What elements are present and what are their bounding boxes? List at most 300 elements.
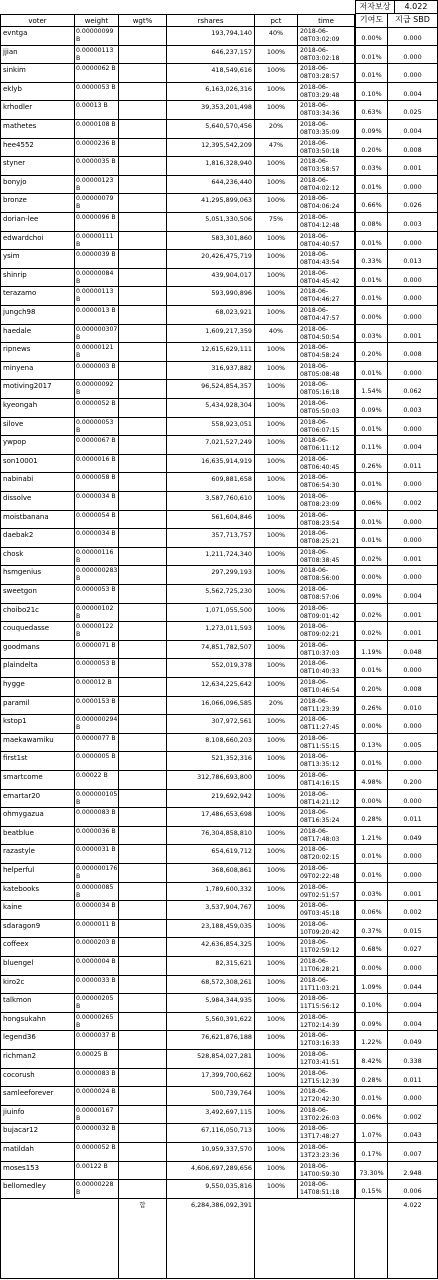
contribution-cell: 0.00% bbox=[355, 566, 388, 585]
pct-cell: 100% bbox=[255, 529, 298, 548]
rshares-cell: 1,211,724,340 bbox=[167, 548, 255, 567]
contribution-cell: 0.02% bbox=[355, 622, 388, 641]
time-cell: 2018-06-08T04:12:48 bbox=[298, 213, 355, 232]
contribution-cell: 0.28% bbox=[355, 1069, 388, 1088]
weight-cell: 0.0000108 B bbox=[75, 120, 119, 139]
voter-cell: jjian bbox=[0, 46, 75, 65]
rshares-cell: 74,851,782,507 bbox=[167, 641, 255, 660]
voter-cell: sdaragon9 bbox=[0, 920, 75, 939]
rshares-cell: 1,071,055,500 bbox=[167, 604, 255, 623]
weight-cell: 0.00000102 B bbox=[75, 604, 119, 623]
contribution-cell: 0.01% bbox=[355, 1087, 388, 1106]
sbd-cell: 0.000 bbox=[388, 566, 438, 585]
paid-sbd-header: 지급 SBD bbox=[388, 14, 438, 28]
weight-cell: 0.0000067 B bbox=[75, 436, 119, 455]
rshares-cell: 76,621,876,188 bbox=[167, 1031, 255, 1050]
pct-cell: 100% bbox=[255, 83, 298, 102]
rshares-cell: 20,426,475,719 bbox=[167, 250, 255, 269]
pct-cell: 100% bbox=[255, 176, 298, 195]
contribution-cell: 0.10% bbox=[355, 994, 388, 1013]
weight-cell: 0.0000032 B bbox=[75, 1124, 119, 1143]
contribution-cell: 0.28% bbox=[355, 808, 388, 827]
pct-cell: 100% bbox=[255, 343, 298, 362]
contribution-cell: 0.06% bbox=[355, 901, 388, 920]
voter-cell: helperful bbox=[0, 864, 75, 883]
voter-cell: motiving2017 bbox=[0, 380, 75, 399]
time-cell: 2018-06-09T03:45:18 bbox=[298, 901, 355, 920]
rshares-cell: 644,236,440 bbox=[167, 176, 255, 195]
time-cell: 2018-06-12T02:14:39 bbox=[298, 1013, 355, 1032]
pct-cell: 100% bbox=[255, 157, 298, 176]
sbd-cell: 0.000 bbox=[388, 27, 438, 46]
weight-cell: 0.00025 B bbox=[75, 1050, 119, 1069]
sbd-cell: 0.010 bbox=[388, 697, 438, 716]
pct-cell: 100% bbox=[255, 864, 298, 883]
rshares-cell: 12,395,542,209 bbox=[167, 139, 255, 158]
time-cell: 2018-06-08T03:34:36 bbox=[298, 101, 355, 120]
weight-cell: 0.0000071 B bbox=[75, 641, 119, 660]
rshares-cell: 5,051,330,506 bbox=[167, 213, 255, 232]
rshares-cell: 7,021,527,249 bbox=[167, 436, 255, 455]
sbd-cell: 0.007 bbox=[388, 1143, 438, 1162]
time-cell: 2018-06-08T17:48:03 bbox=[298, 827, 355, 846]
wgt-cell bbox=[119, 343, 167, 362]
wgt-cell bbox=[119, 287, 167, 306]
sbd-cell: 0.004 bbox=[388, 994, 438, 1013]
contribution-cell: 0.01% bbox=[355, 269, 388, 288]
wgt-cell bbox=[119, 380, 167, 399]
wgt-cell bbox=[119, 1031, 167, 1050]
wgt-cell bbox=[119, 864, 167, 883]
rshares-cell: 41,295,899,063 bbox=[167, 194, 255, 213]
sbd-cell: 0.002 bbox=[388, 901, 438, 920]
sbd-cell: 0.000 bbox=[388, 529, 438, 548]
sbd-cell: 0.008 bbox=[388, 678, 438, 697]
wgt-cell bbox=[119, 845, 167, 864]
wgt-cell bbox=[119, 157, 167, 176]
sbd-cell: 0.062 bbox=[388, 380, 438, 399]
voter-cell: cocorush bbox=[0, 1069, 75, 1088]
time-cell: 2018-06-08T04:46:27 bbox=[298, 287, 355, 306]
weight-cell: 0.0000062 B bbox=[75, 64, 119, 83]
contribution-cell: 0.00% bbox=[355, 306, 388, 325]
pct-cell: 100% bbox=[255, 511, 298, 530]
voter-cell: chosk bbox=[0, 548, 75, 567]
contribution-cell: 0.37% bbox=[355, 920, 388, 939]
wgt-cell bbox=[119, 1162, 167, 1181]
time-cell: 2018-06-14T08:51:18 bbox=[298, 1180, 355, 1199]
contribution-cell: 0.01% bbox=[355, 659, 388, 678]
time-cell: 2018-06-08T09:01:42 bbox=[298, 604, 355, 623]
weight-cell: 0.00013 B bbox=[75, 101, 119, 120]
sbd-cell: 0.200 bbox=[388, 771, 438, 790]
pct-cell: 100% bbox=[255, 306, 298, 325]
voter-cell: hygge bbox=[0, 678, 75, 697]
contribution-cell: 0.20% bbox=[355, 343, 388, 362]
weight-cell: 0.00122 B bbox=[75, 1162, 119, 1181]
weight-cell: 0.00000265 B bbox=[75, 1013, 119, 1032]
contribution-cell: 0.01% bbox=[355, 473, 388, 492]
voter-cell: smartcome bbox=[0, 771, 75, 790]
contribution-cell: 8.42% bbox=[355, 1050, 388, 1069]
pct-cell: 100% bbox=[255, 250, 298, 269]
pct-cell: 100% bbox=[255, 976, 298, 995]
sbd-cell: 0.004 bbox=[388, 585, 438, 604]
wgt-cell bbox=[119, 548, 167, 567]
time-cell: 2018-06-08T04:45:42 bbox=[298, 269, 355, 288]
wgt-cell bbox=[119, 101, 167, 120]
weight-cell: 0.0000005 B bbox=[75, 752, 119, 771]
rshares-cell: 4,606,697,289,656 bbox=[167, 1162, 255, 1181]
wgt-cell bbox=[119, 659, 167, 678]
rshares-cell: 1,789,600,332 bbox=[167, 883, 255, 902]
voter-cell: mathetes bbox=[0, 120, 75, 139]
time-cell: 2018-06-12T20:42:30 bbox=[298, 1087, 355, 1106]
contribution-cell: 0.00% bbox=[355, 27, 388, 46]
time-cell: 2018-06-14T00:59:30 bbox=[298, 1162, 355, 1181]
wgt-cell bbox=[119, 511, 167, 530]
voter-cell: goodmans bbox=[0, 641, 75, 660]
time-cell: 2018-06-08T05:16:18 bbox=[298, 380, 355, 399]
pct-cell: 100% bbox=[255, 473, 298, 492]
voter-cell: choibo21c bbox=[0, 604, 75, 623]
contribution-cell: 1.21% bbox=[355, 827, 388, 846]
wgt-cell bbox=[119, 827, 167, 846]
weight-cell: 0.000000307 B bbox=[75, 325, 119, 344]
rshares-cell: 10,959,337,570 bbox=[167, 1143, 255, 1162]
sbd-cell: 0.000 bbox=[388, 790, 438, 809]
voter-cell: evntga bbox=[0, 27, 75, 46]
contribution-cell: 0.68% bbox=[355, 938, 388, 957]
total-label: 합 bbox=[119, 1199, 167, 1279]
sbd-cell: 0.000 bbox=[388, 659, 438, 678]
voter-cell: first1st bbox=[0, 752, 75, 771]
wgt-cell bbox=[119, 1124, 167, 1143]
wgt-cell bbox=[119, 455, 167, 474]
rshares-cell: 12,634,225,642 bbox=[167, 678, 255, 697]
rshares-cell: 39,353,201,498 bbox=[167, 101, 255, 120]
sbd-cell: 0.000 bbox=[388, 845, 438, 864]
weight-cell: 0.00000228 B bbox=[75, 1180, 119, 1199]
wgt-cell bbox=[119, 83, 167, 102]
pct-cell: 100% bbox=[255, 380, 298, 399]
weight-cell: 0.000000176 B bbox=[75, 864, 119, 883]
weight-cell: 0.0000153 B bbox=[75, 697, 119, 716]
pct-cell: 100% bbox=[255, 678, 298, 697]
contribution-cell: 0.11% bbox=[355, 436, 388, 455]
pct-cell: 100% bbox=[255, 994, 298, 1013]
rshares-cell: 16,066,096,585 bbox=[167, 697, 255, 716]
voter-cell: kyeongah bbox=[0, 399, 75, 418]
weight-cell: 0.00000123 B bbox=[75, 176, 119, 195]
weight-cell: 0.0000058 B bbox=[75, 473, 119, 492]
pct-cell: 40% bbox=[255, 27, 298, 46]
weight-cell: 0.0000036 B bbox=[75, 827, 119, 846]
contribution-cell: 0.09% bbox=[355, 585, 388, 604]
weight-cell: 0.0000031 B bbox=[75, 845, 119, 864]
voter-cell: emartar20 bbox=[0, 790, 75, 809]
contribution-cell: 0.01% bbox=[355, 176, 388, 195]
wgt-cell bbox=[119, 1106, 167, 1125]
pct-cell: 100% bbox=[255, 604, 298, 623]
pct-cell: 100% bbox=[255, 269, 298, 288]
pct-cell: 100% bbox=[255, 418, 298, 437]
rshares-cell: 9,550,035,816 bbox=[167, 1180, 255, 1199]
sbd-cell: 0.000 bbox=[388, 269, 438, 288]
voter-cell: maekawamiku bbox=[0, 734, 75, 753]
weight-cell: 0.00000092 B bbox=[75, 380, 119, 399]
contribution-cell: 0.01% bbox=[355, 752, 388, 771]
pct-cell: 100% bbox=[255, 1013, 298, 1032]
weight-cell: 0.00000084 B bbox=[75, 269, 119, 288]
weight-cell: 0.0000053 B bbox=[75, 585, 119, 604]
weight-cell: 0.0000003 B bbox=[75, 362, 119, 381]
total-sbd: 4.022 bbox=[388, 1199, 438, 1279]
rshares-cell: 82,315,621 bbox=[167, 957, 255, 976]
rshares-cell: 3,537,904,767 bbox=[167, 901, 255, 920]
time-cell: 2018-06-08T08:23:54 bbox=[298, 511, 355, 530]
wgt-cell bbox=[119, 715, 167, 734]
weight-cell: 0.0000077 B bbox=[75, 734, 119, 753]
time-cell: 2018-06-11T02:59:12 bbox=[298, 938, 355, 957]
wgt-cell bbox=[119, 1143, 167, 1162]
rshares-cell: 12,615,629,111 bbox=[167, 343, 255, 362]
pct-cell: 100% bbox=[255, 1106, 298, 1125]
contribution-cell: 0.33% bbox=[355, 250, 388, 269]
contribution-cell: 0.01% bbox=[355, 287, 388, 306]
rshares-cell: 5,984,344,935 bbox=[167, 994, 255, 1013]
pct-cell: 100% bbox=[255, 920, 298, 939]
time-cell: 2018-06-08T04:58:24 bbox=[298, 343, 355, 362]
voter-cell: katebooks bbox=[0, 883, 75, 902]
rshares-cell: 357,713,757 bbox=[167, 529, 255, 548]
time-cell: 2018-06-08T09:02:21 bbox=[298, 622, 355, 641]
contribution-cell: 0.17% bbox=[355, 1143, 388, 1162]
contribution-cell: 0.66% bbox=[355, 194, 388, 213]
contribution-cell: 0.01% bbox=[355, 529, 388, 548]
pct-cell: 100% bbox=[255, 659, 298, 678]
rshares-cell: 558,923,051 bbox=[167, 418, 255, 437]
voter-cell: ysim bbox=[0, 250, 75, 269]
contribution-cell: 0.20% bbox=[355, 678, 388, 697]
wgt-cell bbox=[119, 529, 167, 548]
rshares-cell: 552,019,378 bbox=[167, 659, 255, 678]
voter-cell: ripnews bbox=[0, 343, 75, 362]
contribution-cell: 0.09% bbox=[355, 399, 388, 418]
pct-cell: 100% bbox=[255, 46, 298, 65]
wgt-cell bbox=[119, 641, 167, 660]
wgt-cell bbox=[119, 734, 167, 753]
wgt-cell bbox=[119, 566, 167, 585]
time-cell: 2018-06-08T14:16:15 bbox=[298, 771, 355, 790]
contribution-cell: 0.02% bbox=[355, 548, 388, 567]
time-cell: 2018-06-08T04:50:54 bbox=[298, 325, 355, 344]
wgt-cell bbox=[119, 1013, 167, 1032]
sbd-cell: 0.001 bbox=[388, 548, 438, 567]
time-cell: 2018-06-08T08:23:09 bbox=[298, 492, 355, 511]
wgt-cell bbox=[119, 976, 167, 995]
voter-cell: silove bbox=[0, 418, 75, 437]
wgt-cell bbox=[119, 120, 167, 139]
contribution-cell: 0.26% bbox=[355, 455, 388, 474]
sbd-cell: 0.338 bbox=[388, 1050, 438, 1069]
voter-cell: beatblue bbox=[0, 827, 75, 846]
sbd-cell: 0.026 bbox=[388, 194, 438, 213]
rshares-cell: 17,399,700,662 bbox=[167, 1069, 255, 1088]
wgt-cell bbox=[119, 418, 167, 437]
time-cell: 2018-06-08T04:47:57 bbox=[298, 306, 355, 325]
sbd-cell: 0.003 bbox=[388, 213, 438, 232]
weight-cell: 0.00000079 B bbox=[75, 194, 119, 213]
pct-cell: 100% bbox=[255, 362, 298, 381]
voter-cell: styner bbox=[0, 157, 75, 176]
pct-cell: 100% bbox=[255, 808, 298, 827]
sbd-cell: 0.000 bbox=[388, 306, 438, 325]
voter-cell: razastyle bbox=[0, 845, 75, 864]
contribution-cell: 0.03% bbox=[355, 883, 388, 902]
contribution-cell: 0.06% bbox=[355, 492, 388, 511]
wgt-cell bbox=[119, 399, 167, 418]
pct-cell: 100% bbox=[255, 1069, 298, 1088]
time-cell: 2018-06-08T03:02:18 bbox=[298, 46, 355, 65]
pct-cell: 100% bbox=[255, 641, 298, 660]
weight-cell: 0.0000053 B bbox=[75, 659, 119, 678]
rshares-cell: 3,492,697,115 bbox=[167, 1106, 255, 1125]
time-cell: 2018-06-08T20:02:15 bbox=[298, 845, 355, 864]
sbd-cell: 0.015 bbox=[388, 920, 438, 939]
time-cell: 2018-06-08T08:56:00 bbox=[298, 566, 355, 585]
pct-cell: 100% bbox=[255, 883, 298, 902]
wgt-cell bbox=[119, 27, 167, 46]
contribution-cell: 0.01% bbox=[355, 46, 388, 65]
sbd-cell: 0.044 bbox=[388, 976, 438, 995]
time-cell: 2018-06-08T04:43:54 bbox=[298, 250, 355, 269]
voter-cell: sweetgon bbox=[0, 585, 75, 604]
contribution-cell: 1.09% bbox=[355, 976, 388, 995]
pct-cell: 100% bbox=[255, 734, 298, 753]
wgt-cell bbox=[119, 362, 167, 381]
time-cell: 2018-06-08T13:35:12 bbox=[298, 752, 355, 771]
sbd-cell: 0.006 bbox=[388, 1180, 438, 1199]
weight-cell: 0.0000052 B bbox=[75, 399, 119, 418]
weight-cell: 0.0000013 B bbox=[75, 306, 119, 325]
rshares-cell: 68,023,921 bbox=[167, 306, 255, 325]
sbd-cell: 0.001 bbox=[388, 622, 438, 641]
author-reward-label: 저자보상 bbox=[355, 0, 395, 14]
voter-cell: sinkim bbox=[0, 64, 75, 83]
sbd-cell: 0.011 bbox=[388, 808, 438, 827]
rshares-cell: 646,237,157 bbox=[167, 46, 255, 65]
rshares-cell: 418,549,616 bbox=[167, 64, 255, 83]
weight-cell: 0.000000294 B bbox=[75, 715, 119, 734]
sbd-cell: 0.013 bbox=[388, 250, 438, 269]
sbd-cell: 0.025 bbox=[388, 101, 438, 120]
wgt-cell bbox=[119, 678, 167, 697]
voter-cell: minyena bbox=[0, 362, 75, 381]
rshares-cell: 561,604,846 bbox=[167, 511, 255, 530]
sbd-cell: 0.049 bbox=[388, 827, 438, 846]
wgt-cell bbox=[119, 325, 167, 344]
rshares-cell: 307,972,561 bbox=[167, 715, 255, 734]
rshares-cell: 500,739,764 bbox=[167, 1087, 255, 1106]
time-cell: 2018-06-08T06:11:12 bbox=[298, 436, 355, 455]
rshares-cell: 609,881,658 bbox=[167, 473, 255, 492]
sbd-cell: 0.008 bbox=[388, 343, 438, 362]
weight-cell: 0.00000167 B bbox=[75, 1106, 119, 1125]
voter-cell: richman2 bbox=[0, 1050, 75, 1069]
voter-cell: bluengel bbox=[0, 957, 75, 976]
weight-cell: 0.00000122 B bbox=[75, 622, 119, 641]
rshares-cell: 17,486,653,698 bbox=[167, 808, 255, 827]
wgt-cell bbox=[119, 808, 167, 827]
pct-cell: 100% bbox=[255, 585, 298, 604]
wgt-cell bbox=[119, 492, 167, 511]
contribution-cell: 0.02% bbox=[355, 604, 388, 623]
contribution-cell: 0.10% bbox=[355, 83, 388, 102]
sbd-cell: 0.002 bbox=[388, 492, 438, 511]
voter-cell: bellomedley bbox=[0, 1180, 75, 1199]
pct-cell: 100% bbox=[255, 566, 298, 585]
weight-cell: 0.0000034 B bbox=[75, 492, 119, 511]
wgt-cell bbox=[119, 306, 167, 325]
weight-header: weight bbox=[75, 14, 119, 27]
rshares-cell: 76,304,858,810 bbox=[167, 827, 255, 846]
weight-cell: 0.00022 B bbox=[75, 771, 119, 790]
sbd-cell: 0.000 bbox=[388, 511, 438, 530]
wgt-cell bbox=[119, 232, 167, 251]
pct-cell: 100% bbox=[255, 1162, 298, 1181]
wgt-cell bbox=[119, 194, 167, 213]
weight-cell: 0.0000016 B bbox=[75, 455, 119, 474]
pct-cell: 100% bbox=[255, 1180, 298, 1199]
wgt-cell bbox=[119, 752, 167, 771]
voter-cell: kaine bbox=[0, 901, 75, 920]
weight-cell: 0.00000111 B bbox=[75, 232, 119, 251]
weight-cell: 0.000000105 B bbox=[75, 790, 119, 809]
wgt-cell bbox=[119, 1069, 167, 1088]
voter-cell: kiro2c bbox=[0, 976, 75, 995]
pct-cell: 100% bbox=[255, 715, 298, 734]
contribution-cell: 0.00% bbox=[355, 790, 388, 809]
sbd-cell: 0.001 bbox=[388, 325, 438, 344]
voter-cell: couquedasse bbox=[0, 622, 75, 641]
wgt-cell bbox=[119, 790, 167, 809]
contribution-cell: 0.00% bbox=[355, 957, 388, 976]
wgt-cell bbox=[119, 269, 167, 288]
weight-cell: 0.00000085 B bbox=[75, 883, 119, 902]
weight-cell: 0.00000116 B bbox=[75, 548, 119, 567]
pct-cell: 100% bbox=[255, 101, 298, 120]
weight-cell: 0.0000035 B bbox=[75, 157, 119, 176]
sbd-cell: 0.048 bbox=[388, 641, 438, 660]
voter-cell: bronze bbox=[0, 194, 75, 213]
rshares-cell: 1,273,011,593 bbox=[167, 622, 255, 641]
time-cell: 2018-06-08T04:06:24 bbox=[298, 194, 355, 213]
weight-cell: 0.00000205 B bbox=[75, 994, 119, 1013]
voter-cell: haedale bbox=[0, 325, 75, 344]
weight-cell: 0.0000052 B bbox=[75, 1143, 119, 1162]
weight-cell: 0.0000236 B bbox=[75, 139, 119, 158]
time-header: time bbox=[298, 14, 355, 27]
voter-cell: plaindelta bbox=[0, 659, 75, 678]
pct-cell: 100% bbox=[255, 64, 298, 83]
weight-cell: 0.0000039 B bbox=[75, 250, 119, 269]
time-cell: 2018-06-08T05:50:03 bbox=[298, 399, 355, 418]
sbd-cell: 0.001 bbox=[388, 883, 438, 902]
pct-cell: 47% bbox=[255, 139, 298, 158]
voter-cell: hsmgenius bbox=[0, 566, 75, 585]
contribution-cell: 0.26% bbox=[355, 697, 388, 716]
